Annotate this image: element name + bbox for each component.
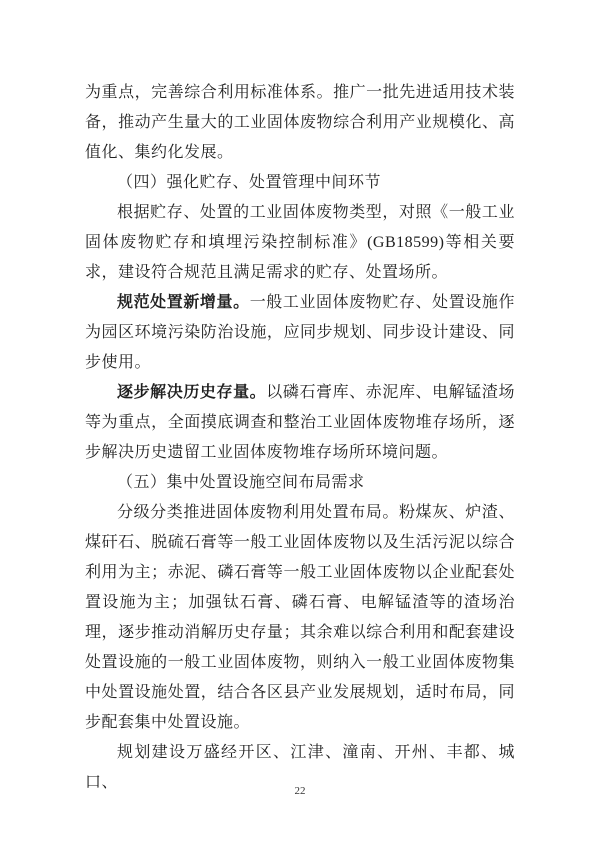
- paragraph-text: 规划建设万盛经开区、江津、潼南、开州、丰都、城口、: [85, 744, 515, 791]
- document-body: [85, 78, 515, 798]
- paragraph: [85, 198, 515, 288]
- paragraph-text: 为重点，完善综合利用标准体系。推广一批先进适用技术装备，推动产生量大的工业固体废物综合利用产业规模化、高值化、集约化发展。: [85, 84, 515, 161]
- paragraph-text: 一般工业固体废物贮存、处置设施作为园区环境污染防治设施，应同步规划、同步设计建设、同步使用。: [85, 294, 515, 371]
- paragraph: [85, 78, 515, 168]
- section-heading: [85, 468, 515, 498]
- section-heading-text: （四）强化贮存、处置管理中间环节: [117, 174, 382, 191]
- paragraph-lead: 逐步解决历史存量。: [117, 384, 267, 401]
- page-number-label: 22: [294, 785, 306, 797]
- section-heading: [85, 168, 515, 198]
- paragraph-lead: 规范处置新增量。: [117, 294, 250, 311]
- paragraph-text: 以磷石膏库、赤泥库、电解锰渣场等为重点，全面摸底调查和整治工业固体废物堆存场所，逐步解决历史遗留工业固体废物堆存场所环境问题。: [85, 384, 515, 461]
- section-heading-text: （五）集中处置设施空间布局需求: [117, 474, 365, 491]
- paragraph: [85, 288, 515, 378]
- paragraph: [85, 378, 515, 468]
- paragraph: [85, 498, 515, 738]
- paragraph-text: 根据贮存、处置的工业固体废物类型，对照《一般工业固体废物贮存和填埋污染控制标准》(GB18599)等相关要求，建设符合规范且满足需求的贮存、处置场所。: [85, 204, 515, 281]
- paragraph-text: 分级分类推进固体废物利用处置布局。粉煤灰、炉渣、煤矸石、脱硫石膏等一般工业固体废物以及生活污泥以综合利用为主；赤泥、磷石膏等一般工业固体废物以企业配套处置设施为主；加强钛石膏、磷石膏、电解锰渣等的渣场治理，逐步推动消解历史存量；其余难以综合利用和配套建设处置设施的一般工业固体废物，则纳入一般工业固体废物集中处置设施处置，结合各区县产业发展规划，适时布局，同步配套集中处置设施。: [85, 504, 515, 731]
